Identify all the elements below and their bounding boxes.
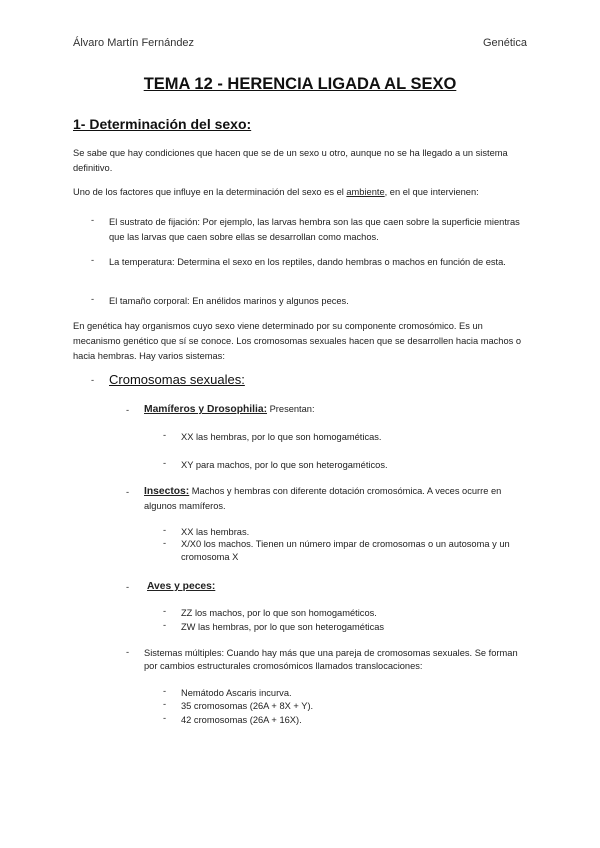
bullet-dash: -: [91, 255, 95, 265]
section-heading: 1- Determinación del sexo:: [73, 116, 252, 132]
bullet-dash: -: [163, 458, 167, 468]
env-item: La temperatura: Determina el sexo en los reptiles, dando hembras o machos en función de esta.: [109, 257, 506, 267]
header-subject: Genética: [482, 37, 527, 49]
bullet-dash: -: [163, 686, 167, 696]
ambiente-keyword: ambiente: [346, 187, 385, 197]
factors-text-before: Uno de los factores que influye en la determinación del sexo es el: [73, 187, 347, 197]
mammals-rest: Presentan:: [267, 404, 315, 414]
bullet-dash: -: [163, 430, 167, 440]
page-title: TEMA 12 - HERENCIA LIGADA AL SEXO: [143, 75, 457, 93]
bullet-dash: -: [91, 375, 95, 385]
bullet-dash: -: [163, 606, 167, 616]
bullet-dash: -: [126, 487, 130, 497]
bullet-dash: -: [91, 294, 95, 304]
multiple-item: 35 cromosomas (26A + 8X + Y).: [181, 701, 314, 711]
insects-item: XX las hembras.: [181, 527, 250, 537]
birds-item: ZZ los machos, por lo que son homogaméticos.: [181, 608, 377, 618]
bullet-dash: -: [163, 525, 167, 535]
intro-paragraph: Se sabe que hay condiciones que hacen que se de un sexo u otro, aunque no se ha llegado a un sistema definitivo.: [73, 148, 508, 173]
factors-text-after: , en el que intervienen:: [384, 187, 479, 197]
insects-rest: Machos y hembras con diferente dotación cromosómica. A veces ocurre en algunos mamíferos.: [144, 486, 502, 511]
birds-item: ZW las hembras, por lo que son heterogaméticas: [181, 622, 385, 632]
mammals-line: [144, 402, 534, 417]
bullet-dash: -: [126, 582, 130, 592]
header-author: Álvaro Martín Fernández: [73, 37, 195, 49]
bullet-dash: -: [163, 620, 167, 630]
bullet-dash: -: [126, 647, 130, 657]
bullet-dash: -: [126, 405, 130, 415]
insects-label: Insectos:: [144, 486, 190, 497]
bullet-dash: -: [91, 215, 95, 225]
bullet-dash: -: [163, 699, 167, 709]
mammals-item: XX las hembras, por lo que son homogaméticas.: [181, 432, 382, 442]
multiple-item: Nemátodo Ascaris incurva.: [181, 688, 292, 698]
chromosomes-heading: Cromosomas sexuales:: [109, 372, 245, 387]
insects-line: [144, 484, 532, 514]
factors-paragraph: [73, 185, 533, 200]
bullet-dash: -: [163, 538, 167, 548]
multiple-systems: Sistemas múltiples: Cuando hay más que una pareja de cromosomas sexuales. Se forman por cambios estructurales cromosómicos llamados translocaciones:: [144, 648, 518, 671]
mammals-item: XY para machos, por lo que son heterogaméticos.: [181, 460, 388, 470]
genetic-paragraph: En genética hay organismos cuyo sexo viene determinado por su componente cromosómico. Es un mecanismo genético que sí se conoce. Los cromosomas sexuales hacen que se desarrollen hacia machos o hacia hembras. Hay varios sistemas:: [73, 321, 522, 361]
bullet-dash: -: [163, 713, 167, 723]
multiple-item: 42 cromosomas (26A + 16X).: [181, 715, 302, 725]
birds-label: Aves y peces:: [147, 581, 216, 592]
birds-line: [147, 579, 215, 594]
insects-item: X/X0 los machos. Tienen un número impar de cromosomas o un autosoma y un cromosoma X: [181, 539, 510, 562]
env-item: El sustrato de fijación: Por ejemplo, las larvas hembra son las que caen sobre la superficie mientras que las larvas que caen sobre ellas se desarrollan como machos.: [109, 217, 520, 242]
env-item: El tamaño corporal: En anélidos marinos y algunos peces.: [109, 296, 349, 306]
mammals-label: Mamíferos y Drosophilia:: [144, 404, 268, 415]
